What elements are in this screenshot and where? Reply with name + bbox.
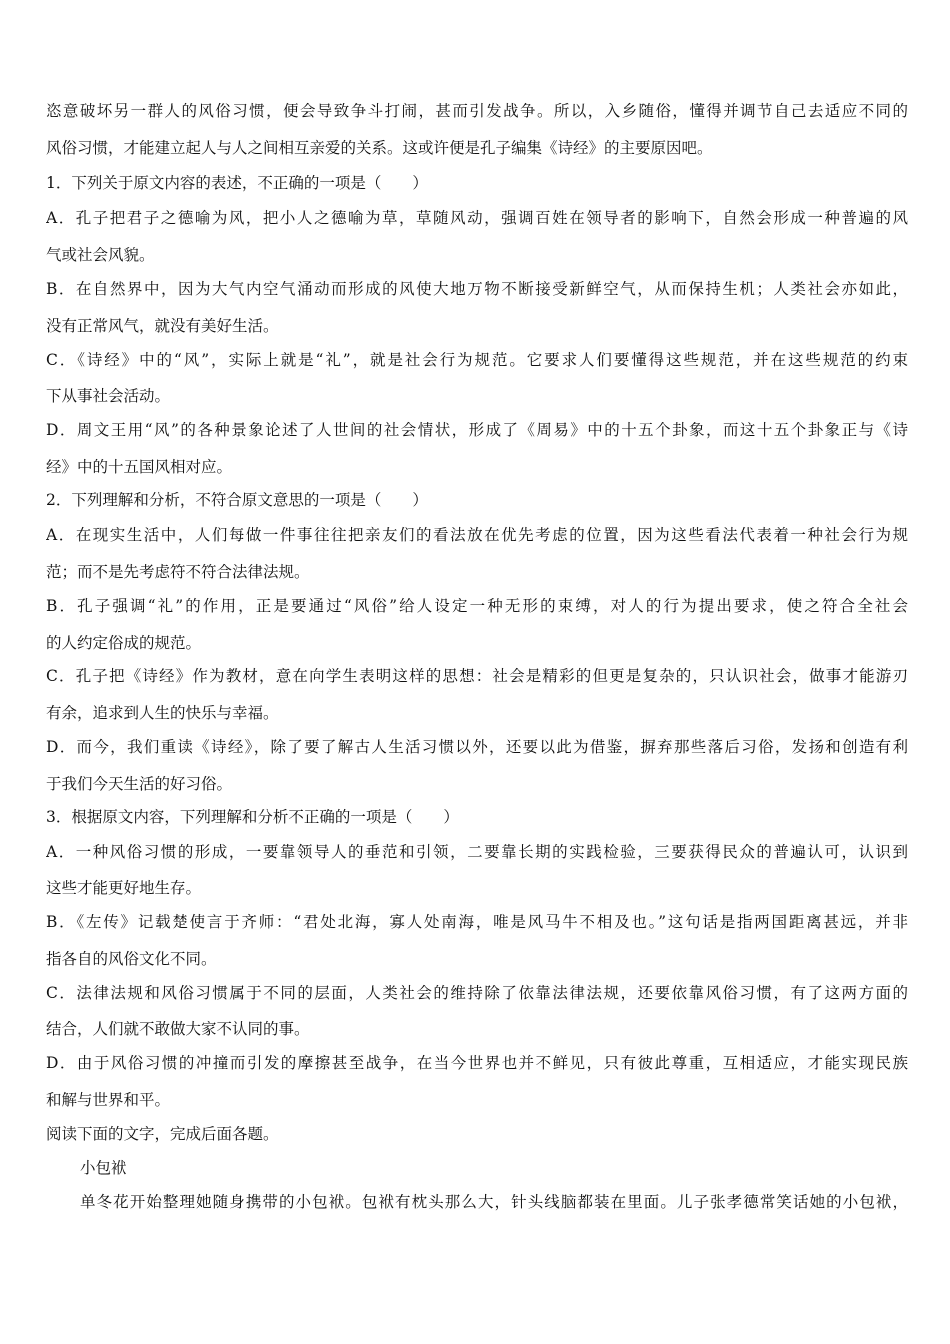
q3-option-d: D．由于风俗习惯的冲撞而引发的摩擦甚至战争，在当今世界也并不鲜见，只有彼此尊重，互相适应，才能实现民族 <box>46 1054 908 1072</box>
question-3-stem: 3．根据原文内容，下列理解和分析不正确的一项是（ ） <box>46 808 459 826</box>
q2-option-d: D．而今，我们重读《诗经》，除了要了解古人生活习惯以外，还要以此为借鉴，摒弃那些落后习俗，发扬和创造有利 <box>46 738 908 756</box>
q3-option-a: A．一种风俗习惯的形成，一要靠领导人的垂范和引领，二要靠长期的实践检验，三要获得民众的普遍认可，认识到 <box>46 843 908 861</box>
q1-option-b: B．在自然界中，因为大气内空气涌动而形成的风使大地万物不断接受新鲜空气，从而保持生机；人类社会亦如此， <box>46 280 908 298</box>
q3-option-a-cont: 这些才能更好地生存。 <box>46 879 202 897</box>
q1-option-c-cont: 下从事社会活动。 <box>46 387 171 405</box>
q1-option-a-cont: 气或社会风貌。 <box>46 246 155 264</box>
q3-option-b: B．《左传》记载楚使言于齐师：“君处北海，寡人处南海，唯是风马牛不相及也。”这句话是指两国距离甚远，并非 <box>46 913 908 931</box>
q1-option-d-cont: 经》中的十五国风相对应。 <box>46 458 233 476</box>
q1-option-c: C．《诗经》中的“风”，实际上就是“礼”，就是社会行为规范。它要求人们要懂得这些规范，并在这些规范的约束 <box>46 351 908 369</box>
q1-option-b-cont: 没有正常风气，就没有美好生活。 <box>46 317 279 335</box>
q2-option-a-cont: 范；而不是先考虑符不符合法律法规。 <box>46 563 310 581</box>
q1-option-a: A．孔子把君子之德喻为风，把小人之德喻为草，草随风动，强调百姓在领导者的影响下，自然会形成一种普遍的风 <box>46 209 908 227</box>
q3-option-d-cont: 和解与世界和平。 <box>46 1091 171 1109</box>
q2-option-d-cont: 于我们今天生活的好习俗。 <box>46 775 233 793</box>
q3-option-c-cont: 结合，人们就不敢做大家不认同的事。 <box>46 1020 310 1038</box>
question-2-stem: 2．下列理解和分析，不符合原文意思的一项是（ ） <box>46 491 428 509</box>
q2-option-c-cont: 有余，追求到人生的快乐与幸福。 <box>46 704 279 722</box>
passage-line: 恣意破坏另一群人的风俗习惯，便会导致争斗打闹，甚而引发战争。所以，入乡随俗，懂得并调节自己去适应不同的 <box>46 102 908 120</box>
story-title: 小包袱 <box>80 1159 127 1177</box>
story-paragraph: 单冬花开始整理她随身携带的小包袱。包袱有枕头那么大，针头线脑都装在里面。儿子张孝德常笑话她的小包袱， <box>80 1193 908 1211</box>
q2-option-a: A．在现实生活中，人们每做一件事往往把亲友们的看法放在优先考虑的位置，因为这些看法代表着一种社会行为规 <box>46 526 908 544</box>
reading-instruction: 阅读下面的文字，完成后面各题。 <box>46 1125 279 1143</box>
q3-option-b-cont: 指各自的风俗文化不同。 <box>46 950 217 968</box>
q3-option-c: C．法律法规和风俗习惯属于不同的层面，人类社会的维持除了依靠法律法规，还要依靠风俗习惯，有了这两方面的 <box>46 984 908 1002</box>
question-1-stem: 1．下列关于原文内容的表述，不正确的一项是（ ） <box>46 174 428 192</box>
passage-line: 风俗习惯，才能建立起人与人之间相互亲爱的关系。这或许便是孔子编集《诗经》的主要原因吧。 <box>46 139 713 157</box>
q2-option-b-cont: 的人约定俗成的规范。 <box>46 634 202 652</box>
q2-option-b: B．孔子强调“礼”的作用，正是要通过“风俗”给人设定一种无形的束缚，对人的行为提出要求，使之符合全社会 <box>46 597 908 615</box>
q1-option-d: D．周文王用“风”的各种景象论述了人世间的社会情状，形成了《周易》中的十五个卦象，而这十五个卦象正与《诗 <box>46 421 908 439</box>
q2-option-c: C．孔子把《诗经》作为教材，意在向学生表明这样的思想：社会是精彩的但更是复杂的，只认识社会，做事才能游刃 <box>46 667 908 685</box>
